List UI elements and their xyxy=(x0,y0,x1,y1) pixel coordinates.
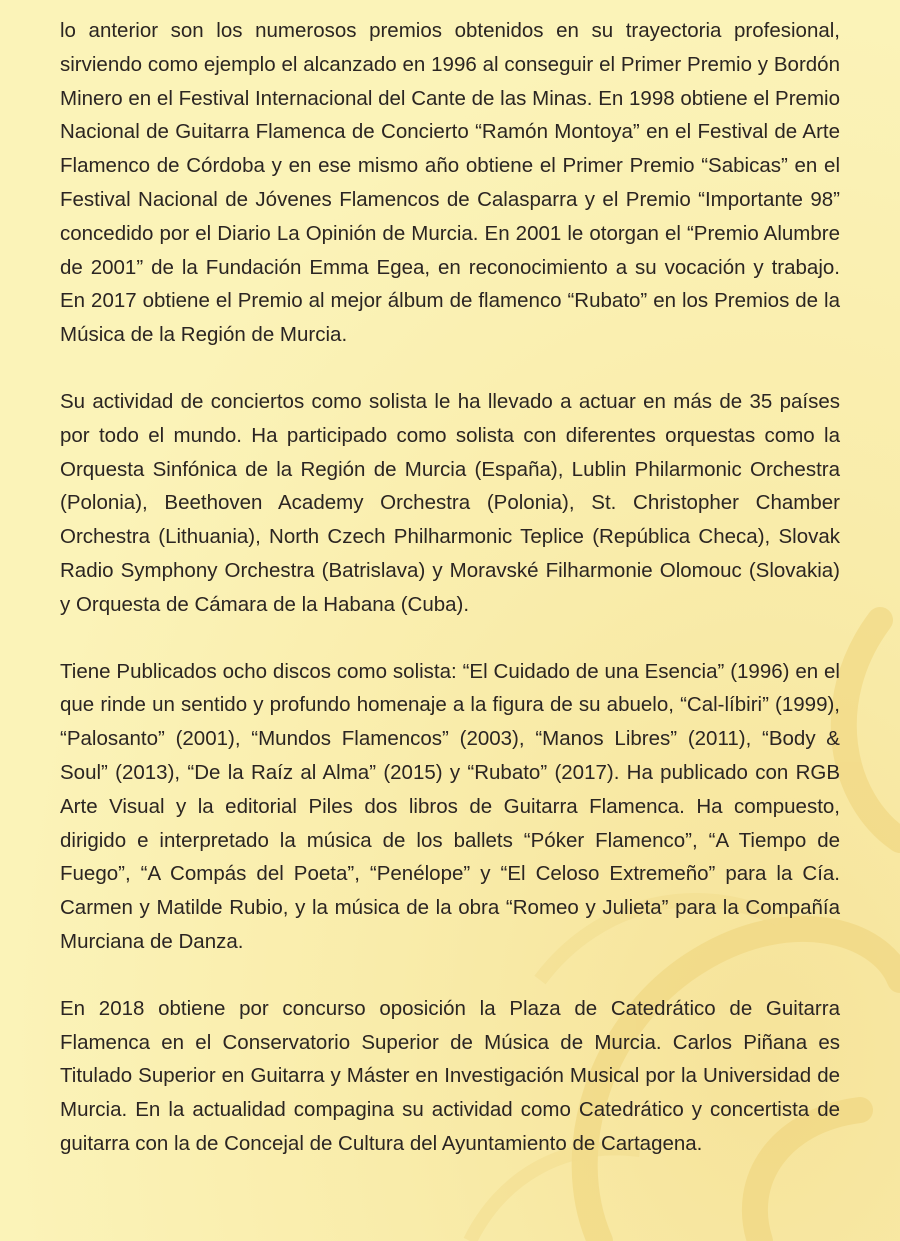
paragraph-career: En 2018 obtiene por concurso oposición la Plaza de Catedrático de Guitarra Flamenca en el Conservatorio Superior de Música de Murcia. Carlos Piñana es Titulado Superior en Guitarra y Máster en Investigación Musical por la Universidad de Murcia. En la actualidad compagina su actividad como Catedrático y concertista de guitarra con la de Concejal de Cultura del Ayuntamiento de Cartagena. xyxy=(60,996,840,1155)
paragraph-discography: Tiene Publicados ocho discos como solista: “El Cuidado de una Esencia” (1996) en el que rinde un sentido y profundo homenaje a la figura de su abuelo, “Cal-líbiri” (1999), “Palosanto” (2001), “Mundos Flamencos” (2003), “Manos Libres” (2011), “Body & Soul” (2013), “De la Raíz al Alma” (2015) y “Rubato” (2017). Ha publicado con RGB Arte Visual y la editorial Piles dos libros de Guitarra Flamenca. Ha compuesto, dirigido e interpretado la música de los ballets “Póker Flamenco”, “A Tiempo de Fuego”, “A Compás del Poeta”, “Penélope” y “El Celoso Extremeño” para la Cía. Carmen y Matilde Rubio, y la música de la obra “Romeo y Julieta” para la Compañía Murciana de Danza. xyxy=(60,659,840,953)
body-text xyxy=(60,14,840,1194)
paragraph-concerts: Su actividad de conciertos como solista le ha llevado a actuar en más de 35 países por todo el mundo. Ha participado como solista con diferentes orquestas como la Orquesta Sinfónica de la Región de Murcia (España), Lublin Philarmonic Orchestra (Polonia), Beethoven Academy Orchestra (Polonia), St. Christopher Chamber Orchestra (Lithuania), North Czech Philharmonic Teplice (República Checa), Slovak Radio Symphony Orchestra (Batrislava) y Moravské Filharmonie Olomouc (Slovakia) y Orquesta de Cámara de la Habana (Cuba). xyxy=(60,389,840,616)
paragraph-awards: lo anterior son los numerosos premios obtenidos en su trayectoria profesional, sirviendo como ejemplo el alcanzado en 1996 al conseguir el Primer Premio y Bordón Minero en el Festival Internacional del Cante de las Minas. En 1998 obtiene el Premio Nacional de Guitarra Flamenca de Concierto “Ramón Montoya” en el Festival de Arte Flamenco de Córdoba y en ese mismo año obtiene el Primer Premio “Sabicas” en el Festival Nacional de Jóvenes Flamencos de Calasparra y el Premio “Importante 98” concedido por el Diario La Opinión de Murcia. En 2001 le otorgan el “Premio Alumbre de 2001” de la Fundación Emma Egea, en reconocimiento a su vocación y trabajo. En 2017 obtiene el Premio al mejor álbum de flamenco “Rubato” en los Premios de la Música de la Región de Murcia. xyxy=(60,19,840,347)
